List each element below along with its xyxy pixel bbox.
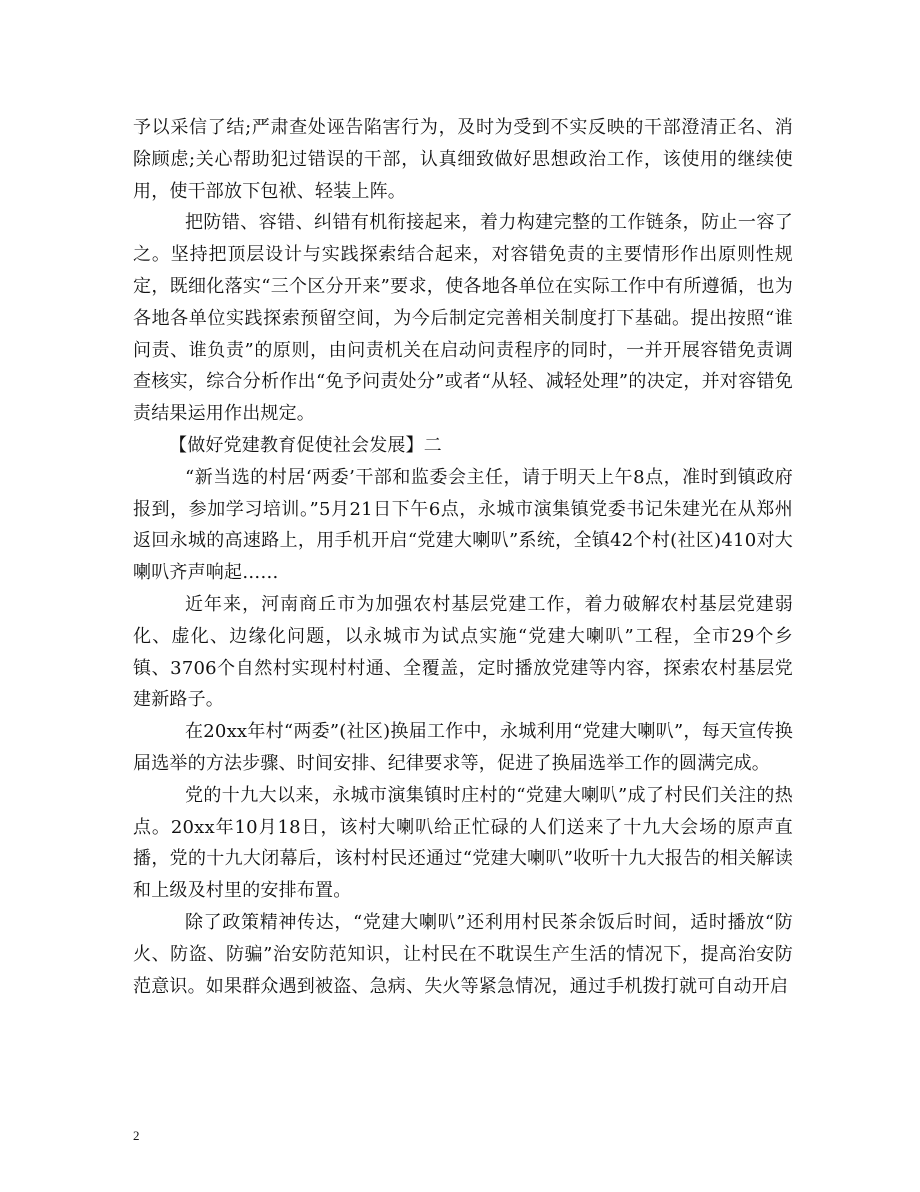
section-heading: 【做好党建教育促使社会发展】二 — [169, 434, 442, 456]
paragraph-3: “新当选的村居‘两委’干部和监委会主任，请于明天上午8点，准时到镇政府报到，参加学习培训。”5月21日下午6点，永城市演集镇党委书记朱建光在从郑州返回永城的高速路上，用手机开启“党建大喇叭”系统，全镇42个村(社区)410对大喇叭齐声响起…… — [133, 466, 793, 584]
paragraph-5: 在20xx年村“两委”(社区)换届工作中，永城利用“党建大喇叭”，每天宣传换届选举的方法步骤、时间安排、纪律要求等，促进了换届选举工作的圆满完成。 — [133, 721, 793, 774]
paragraph-6: 党的十九大以来，永城市演集镇时庄村的“党建大喇叭”成了村民们关注的热点。20xx年10月18日，该村大喇叭给正忙碌的人们送来了十九大会场的原声直播，党的十九大闭幕后，该村村民还通过“党建大喇叭”收听十九大报告的相关解读和上级及村里的安排布置。 — [133, 784, 793, 902]
paragraph-4: 近年来，河南商丘市为加强农村基层党建工作，着力破解农村基层党建弱化、虚化、边缘化问题，以永城市为试点实施“党建大喇叭”工程，全市29个乡镇、3706个自然村实现村村通、全覆盖，定时播放党建等内容，探索农村基层党建新路子。 — [133, 593, 793, 711]
paragraph-2: 把防错、容错、纠错有机衔接起来，着力构建完整的工作链条，防止一容了之。坚持把顶层设计与实践探索结合起来，对容错免责的主要情形作出原则性规定，既细化落实“三个区分开来”要求，使各地各单位在实际工作中有所遵循，也为各地各单位实践探索预留空间，为今后制定完善相关制度打下基础。提出按照“谁问责、谁负责”的原则，由问责机关在启动问责程序的同时，一并开展容错免责调查核实，综合分析作出“免予问责处分”或者“从轻、减轻处理”的决定，并对容错免责结果运用作出规定。 — [133, 212, 793, 425]
page-number: 2 — [133, 1128, 140, 1143]
document-body — [133, 112, 793, 1002]
paragraph-1: 予以采信了结;严肃查处诬告陷害行为，及时为受到不实反映的干部澄清正名、消除顾虑;关心帮助犯过错误的干部，认真细致做好思想政治工作，该使用的继续使用，使干部放下包袱、轻装上阵。 — [133, 117, 793, 202]
paragraph-7: 除了政策精神传达，“党建大喇叭”还利用村民茶余饭后时间，适时播放“防火、防盗、防骗”治安防范知识，让村民在不耽误生产生活的情况下，提高治安防范意识。如果群众遇到被盗、急病、失火等紧急情况，通过手机拨打就可自动开启 — [133, 911, 793, 997]
